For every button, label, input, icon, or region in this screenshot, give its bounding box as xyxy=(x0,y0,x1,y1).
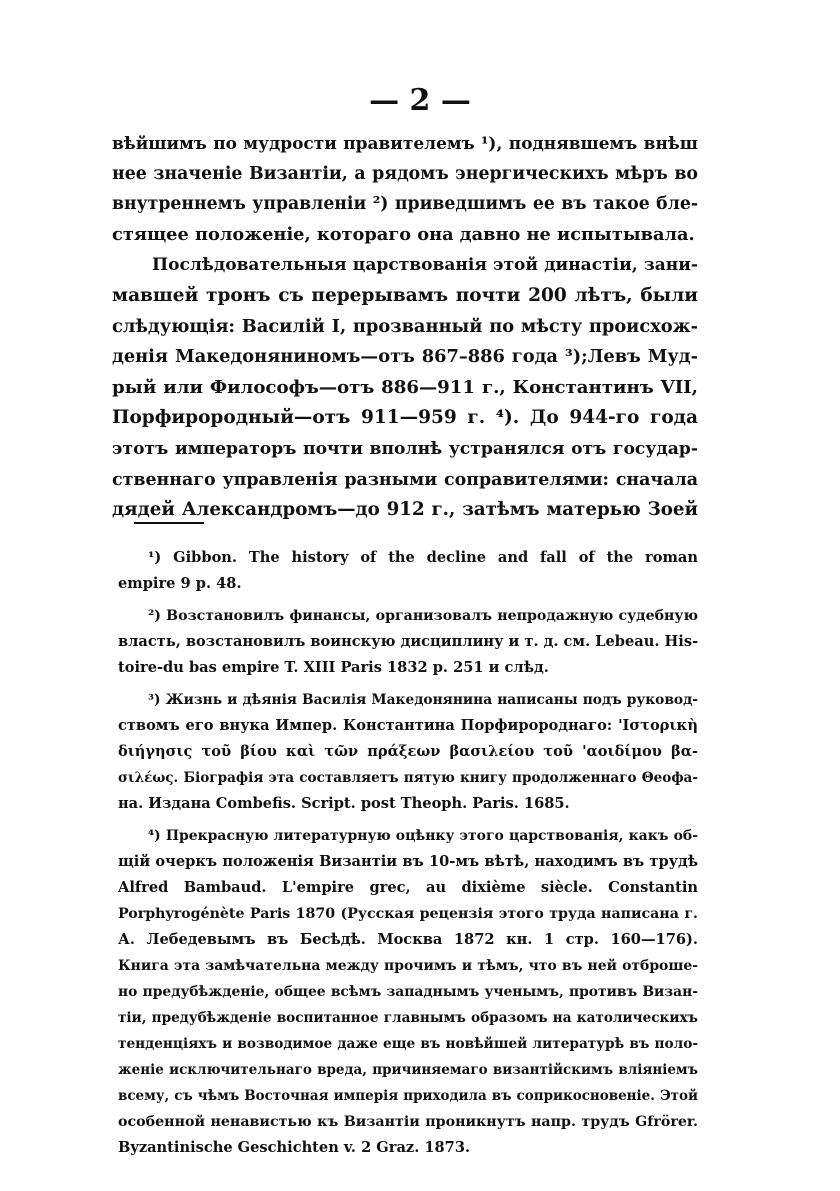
footnote-line: женіе исключительнаго вреда, причиняемаго византійскимъ вліяніемъ xyxy=(118,1062,698,1078)
footnote-line: ⁴) Прекрасную литературную оцѣнку этого царствованія, какъ об- xyxy=(148,828,698,844)
footnote-line: ²) Возстановилъ финансы, организовалъ непродажную судебную xyxy=(148,608,698,624)
footnote-line: Alfred Bambaud. L'empire grec, au dixième siècle. Constantin xyxy=(118,879,698,896)
text-line: внутреннемъ управленіи ²) приведшимъ ее въ такое бле- xyxy=(112,194,698,215)
footnote-1 xyxy=(118,545,698,597)
footnote-line: Porphyrogénète Paris 1870 (Русская рецензія этого труда написана г. xyxy=(118,906,698,922)
text-line: мавшей тронъ съ перерывамъ почти 200 лѣтъ, были xyxy=(112,284,698,306)
footnote-2 xyxy=(118,603,698,681)
text-line: вѣйшимъ по мудрости правителемъ ¹), поднявшемъ внѣш xyxy=(112,133,698,153)
text-line: рый или Философъ—отъ 886—911 г., Константинъ VII, xyxy=(112,376,698,398)
text-line: дядей Александромъ—до 912 г., затѣмъ матерью Зоей xyxy=(112,499,698,521)
text-line: ственнаго управленія разными соправителями: сначала xyxy=(112,469,698,490)
footnote-line: empire 9 p. 48. xyxy=(118,575,242,592)
footnote-line: всему, съ чѣмъ Восточная имперія приходила въ соприкосновеніе. Этой xyxy=(118,1088,698,1104)
text-line: Порфирородный—отъ 911—959 г. ⁴). До 944-го года xyxy=(112,407,698,429)
text-line: денія Македоняниномъ—отъ 867–886 года ³);Левъ Муд- xyxy=(112,346,698,368)
text-line: слѣдующія: Василій I, прозванный по мѣсту происхож- xyxy=(112,315,698,337)
text-line: этотъ императоръ почти вполнѣ устранялся отъ государ- xyxy=(112,438,698,459)
text-line: стящее положеніе, котораго она давно не испытывала. xyxy=(112,223,695,245)
footnote-line: toire-du bas empire T. XIII Paris 1832 p. 251 и слѣд. xyxy=(118,659,549,676)
footnote-line: щій очеркъ положенія Византіи въ 10-мъ вѣтѣ, находимъ въ трудѣ xyxy=(118,853,698,870)
footnote-line: ствомъ его внука Импер. Константина Порфиророднаго: 'Ιστορικὴ xyxy=(118,717,698,734)
footnote-line: особенной ненавистью къ Византіи проникнутъ напр. трудъ Gfrörer. xyxy=(118,1114,698,1130)
footnote-line: Книга эта замѣчательна между прочимъ и тѣмъ, что въ ней отброше- xyxy=(118,958,698,974)
footnote-line: ¹) Gibbon. The history of the decline and fall of the roman xyxy=(148,549,698,566)
footnote-line: ³) Жизнь и дѣянія Василія Македонянина написаны подъ руковод- xyxy=(148,692,698,708)
footnote-line: тіи, предубѣжденіе воспитанное главнымъ образомъ на католическихъ xyxy=(118,1010,698,1026)
footnote-line: Byzantinische Geschichten v. 2 Graz. 1873. xyxy=(118,1139,471,1156)
footnote-3 xyxy=(118,687,698,817)
main-text xyxy=(112,128,698,526)
footnote-line: А. Лебедевымъ въ Бесѣдѣ. Москва 1872 кн. 1 стр. 160—176). xyxy=(118,931,698,948)
footnotes xyxy=(118,545,698,1167)
footnote-line: тенденціяхъ и возводимое даже еще въ новѣйшей литературѣ въ поло- xyxy=(118,1036,698,1052)
page-number: — 2 — xyxy=(369,83,471,118)
footnote-line: но предубѣжденіе, общее всѣмъ западнымъ ученымъ, противъ Визан- xyxy=(118,984,698,1000)
footnote-divider xyxy=(134,522,204,524)
footnote-line: διήγησις τοῦ βίου καὶ τῶν πράξεων βασιλείου τοῦ 'αοιδίμου βα- xyxy=(118,743,698,760)
footnote-line: власть, возстановилъ воинскую дисциплину и т. д. см. Lebeau. His- xyxy=(118,633,699,650)
footnote-4 xyxy=(118,823,698,1161)
footnote-line: на. Издана Combefis. Script. post Theoph. Paris. 1685. xyxy=(118,795,570,812)
footnote-line: σιλέως. Біографія эта составляетъ пятую книгу продолженнаго Θеофа- xyxy=(118,770,698,786)
text-line: нее значеніе Византіи, а рядомъ энергическихъ мѣръ во xyxy=(112,163,698,184)
text-line: Послѣдовательныя царствованія этой династіи, зани- xyxy=(152,255,698,276)
